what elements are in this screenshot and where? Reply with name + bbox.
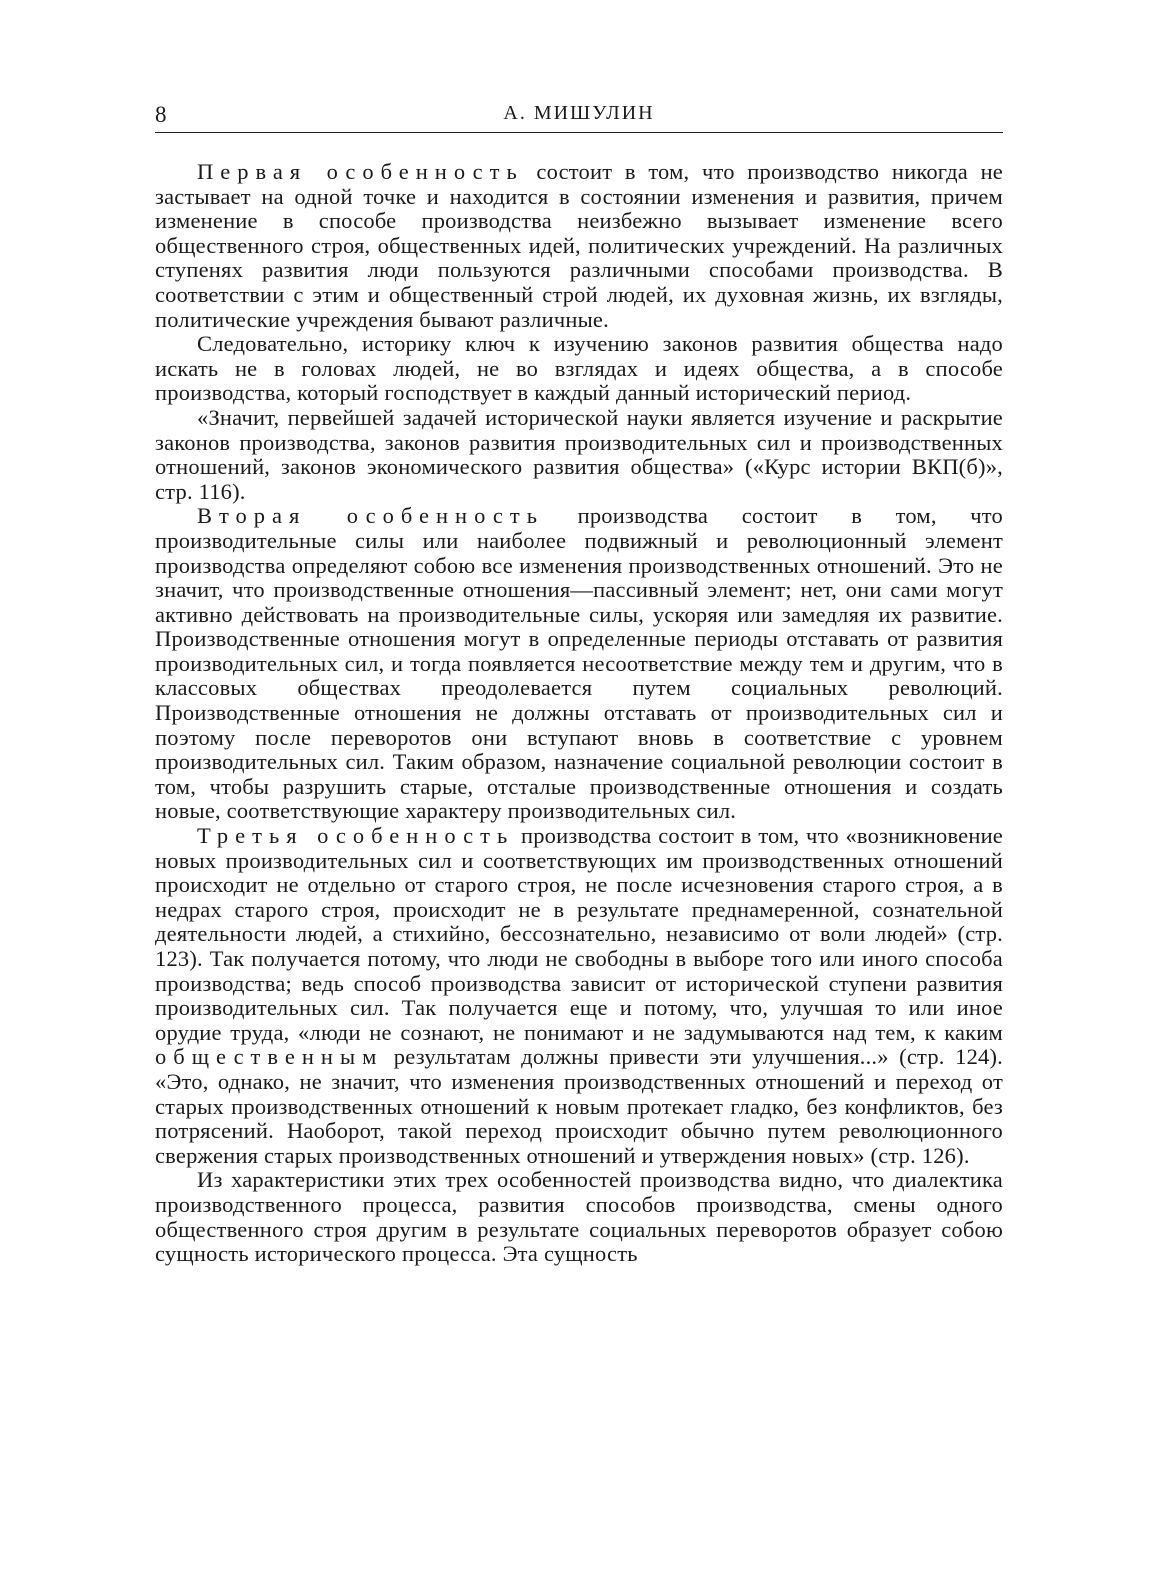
paragraph-1-text: состоит в том, что производство никогда не застывает на одной точке и находится в состоянии изменения и развития, причем изменение в способе производства неизбежно вызывает изменение всего общественного строя, общественных идей, политических учреждений. На различных ступенях развития люди пользуются различными способами производства. В соответствии с этим и общественный строй людей, их духовная жизнь, их взгляды, политические учреждения бывают различные.: [155, 159, 1003, 332]
paragraph-1: [155, 160, 1003, 332]
paragraph-2: [155, 332, 1003, 406]
emphasis-first-feature: Первая особенность: [197, 159, 524, 184]
paragraph-5-text-b: результатам должны привести эти улучшения...» (стр. 124). «Это, однако, не значит, что изменения производственных отношений и переход от старых производственных отношений к новым протекает гладко, без конфликтов, без потрясений. Наоборот, такой переход происходит обычно путем революционного свержения старых производственных отношений и утверждения новых» (стр. 126).: [155, 1044, 1003, 1168]
body-text: [155, 160, 1003, 1267]
paragraph-5: [155, 824, 1003, 1168]
header-rule: [155, 132, 1003, 133]
paragraph-6: [155, 1168, 1003, 1266]
paragraph-6-text: Из характеристики этих трех особенностей производства видно, что диалектика производственного процесса, развития способов производства, смены одного общественного строя другим в результате социальных переворотов образует собою сущность исторического процесса. Эта сущность: [155, 1167, 1003, 1267]
paragraph-4-text: производства состоит в том, что производительные силы или наиболее подвижный и революционный элемент производства определяют собою все изменения производственных отношений. Это не значит, что производственные отношения—пассивный элемент; нет, они сами могут активно действовать на производительные силы, ускоряя или замедляя их развитие. Производственные отношения могут в определенные периоды отставать от развития производительных сил, и тогда появляется несоответствие между тем и другим, что в классовых обществах преодолевается путем социальных революций. Производственные отношения не должны отставать от производительных сил и поэтому после переворотов они вступают вновь в соответствие с уровнем производительных сил. Таким образом, назначение социальной революции состоит в том, чтобы разрушить старые, отсталые производственные отношения и создать новые, соответствующие характеру производительных сил.: [155, 503, 1003, 824]
emphasis-second-feature: Вторая особенность: [197, 503, 544, 529]
paragraph-4: [155, 504, 1003, 824]
page-number: 8: [155, 102, 167, 127]
running-head: А. МИШУЛИН: [503, 102, 655, 124]
emphasis-third-feature: Третья особенность: [197, 823, 515, 849]
paragraph-3-quote: [155, 406, 1003, 504]
emphasis-social: общественным: [155, 1044, 384, 1070]
paragraph-5-text-a: производства состоит в том, что «возникновение новых производительных сил и соответствующих им производственных отношений происходит не отдельно от старого строя, не после исчезновения старого строя, а в недрах старого строя, происходит не в результате преднамеренной, сознательной деятельности людей, а стихийно, бессознательно, независимо от воли людей» (стр. 123). Так получается потому, что люди не свободны в выборе того или иного способа производства; ведь способ производства зависит от исторической ступени развития производительных сил. Так получается еще и потому, что, улучшая то или иное орудие труда, «люди не сознают, не понимают и не задумываются над тем, к каким: [155, 823, 1003, 1045]
paragraph-3-text: «Значит, первейшей задачей исторической науки является изучение и раскрытие законов производства, законов развития производительных сил и производственных отношений, законов экономического развития общества» («Курс истории ВКП(б)», стр. 116).: [155, 404, 1003, 504]
page-header: [155, 96, 1003, 130]
paragraph-2-text: Следовательно, историку ключ к изучению законов развития общества надо искать не в головах людей, не во взглядах и идеях общества, а в способе производства, который господствует в каждый данный исторический период.: [155, 331, 1003, 406]
